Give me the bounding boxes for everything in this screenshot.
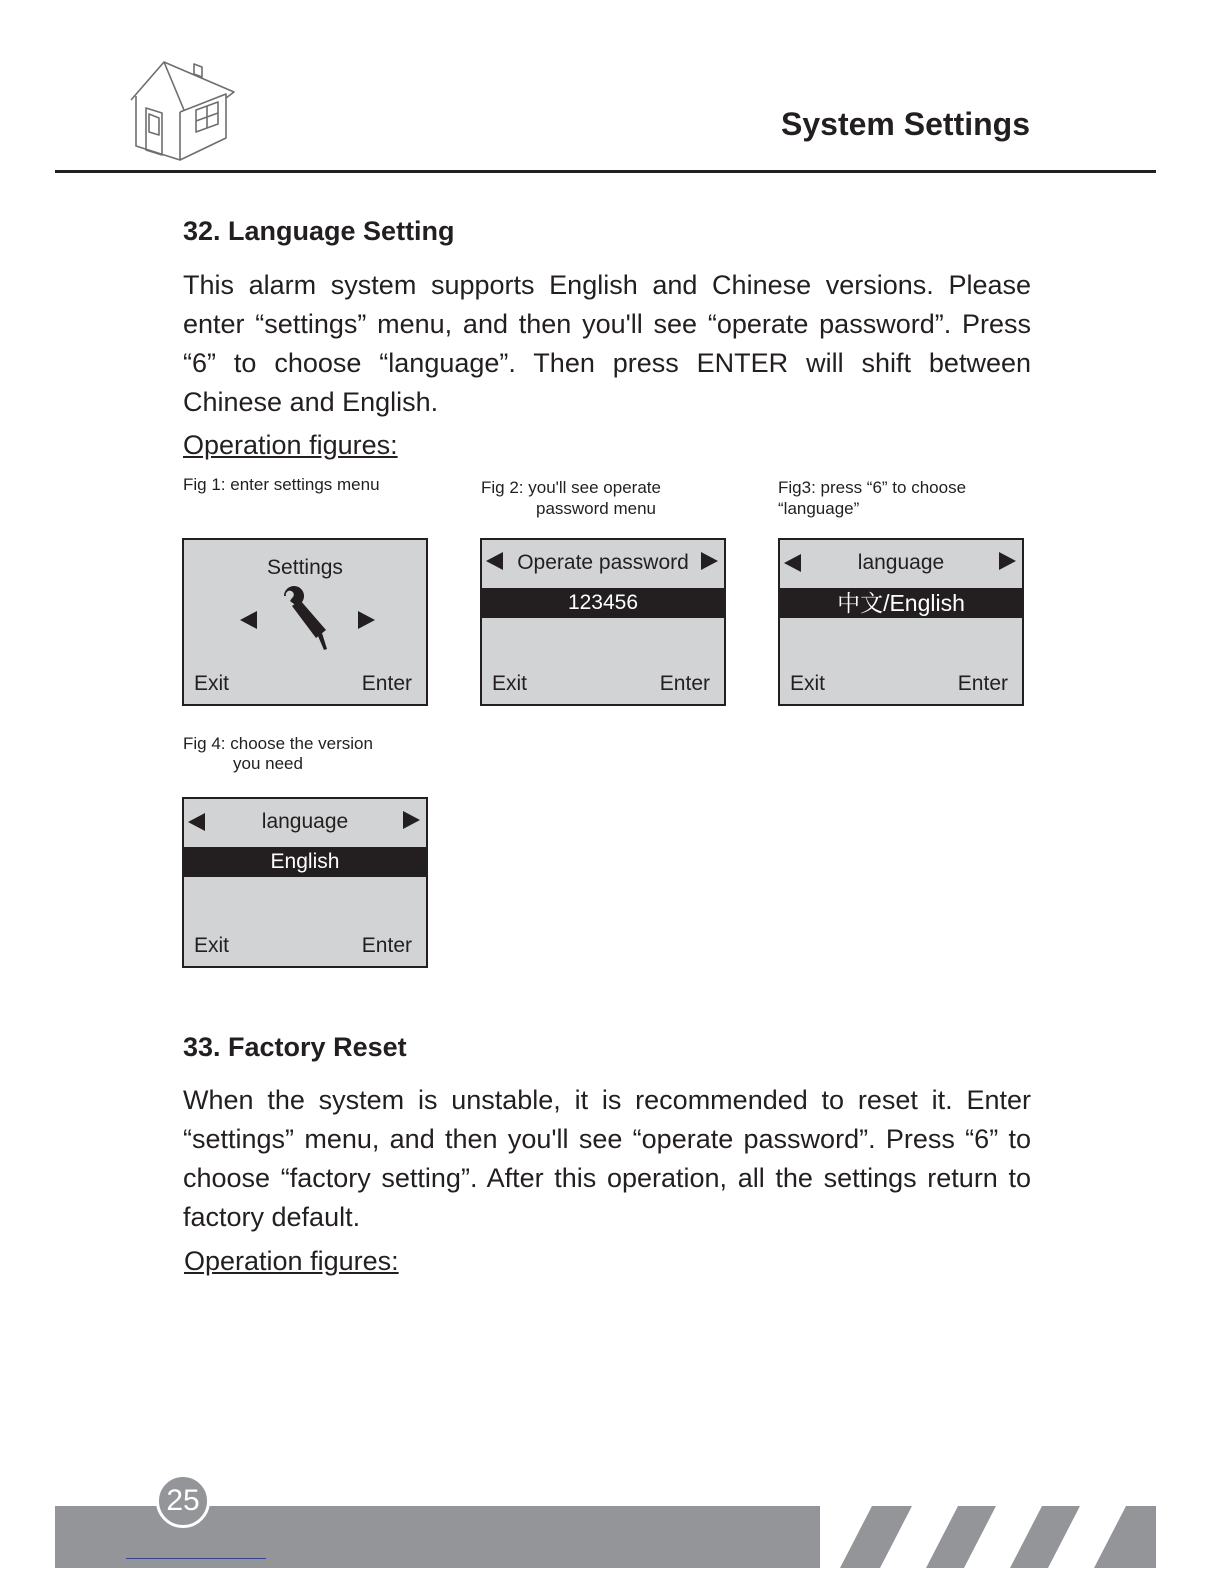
figure-caption: password menu [536,499,657,518]
figure-caption: Fig 4: choose the version [183,734,373,753]
left-arrow-icon [188,813,205,831]
lcd-exit-softkey: Exit [194,672,230,695]
footer-link-underline [126,1558,266,1559]
figure-caption: Fig 2: you'll see operate [481,478,661,497]
header-divider [55,170,1156,173]
section-body-language: This alarm system supports English and Chinese versions. Please enter “settings” menu, and then you'll see “operate password”. Press “6” to choose “language”. Then press ENTER will shift between Chinese and English. [183,270,1031,417]
section-heading-language: 32. Language Setting [183,216,455,246]
left-arrow-icon [784,554,801,572]
section-body-factory-reset: When the system is unstable, it is recommended to reset it. Enter “settings” menu, and then you'll see “operate password”. Press “6” to choose “factory setting”. After this operation, all the settings return to factory default. [183,1085,1031,1232]
lcd-enter-softkey: Enter [361,934,412,957]
lcd-title: Settings [267,556,343,579]
operation-figures-label: Operation figures: [184,1246,399,1276]
figure-caption: Fig 1: enter settings menu [183,475,380,494]
house-logo-icon [128,58,238,164]
lcd-exit-softkey: Exit [790,672,826,695]
right-arrow-icon [999,552,1016,570]
lcd-exit-softkey: Exit [492,672,528,695]
wrench-screwdriver-icon [278,586,334,652]
right-arrow-icon [358,611,375,629]
section-heading-factory-reset: 33. Factory Reset [183,1032,407,1062]
lcd-enter-softkey: Enter [361,672,412,695]
lcd-highlight-row: 123456 [482,588,724,618]
left-arrow-icon [486,552,503,570]
lcd-settings-menu [182,538,428,706]
operation-figures-label: Operation figures: [183,430,398,460]
footer-stripes [820,1506,1156,1568]
lcd-highlight-row: English [184,847,426,877]
lcd-operate-password [480,538,726,706]
lcd-enter-softkey: Enter [957,672,1008,695]
page-title: System Settings [781,106,1030,142]
lcd-enter-softkey: Enter [659,672,710,695]
figure-caption: you need [233,754,303,773]
left-arrow-icon [240,611,257,629]
figure-caption: “language” [778,499,860,518]
right-arrow-icon [701,552,718,570]
lcd-title: language [261,810,349,833]
right-arrow-icon [403,811,420,829]
lcd-title: language [857,551,945,574]
lcd-highlight-row: 中文/English [780,588,1022,618]
figure-caption: Fig3: press “6” to choose [778,478,967,497]
lcd-language-menu [778,538,1024,706]
lcd-title: Operate password [482,540,724,590]
lcd-exit-softkey: Exit [194,934,230,957]
page-number: 25 [156,1474,210,1528]
lcd-language-english [182,797,428,968]
